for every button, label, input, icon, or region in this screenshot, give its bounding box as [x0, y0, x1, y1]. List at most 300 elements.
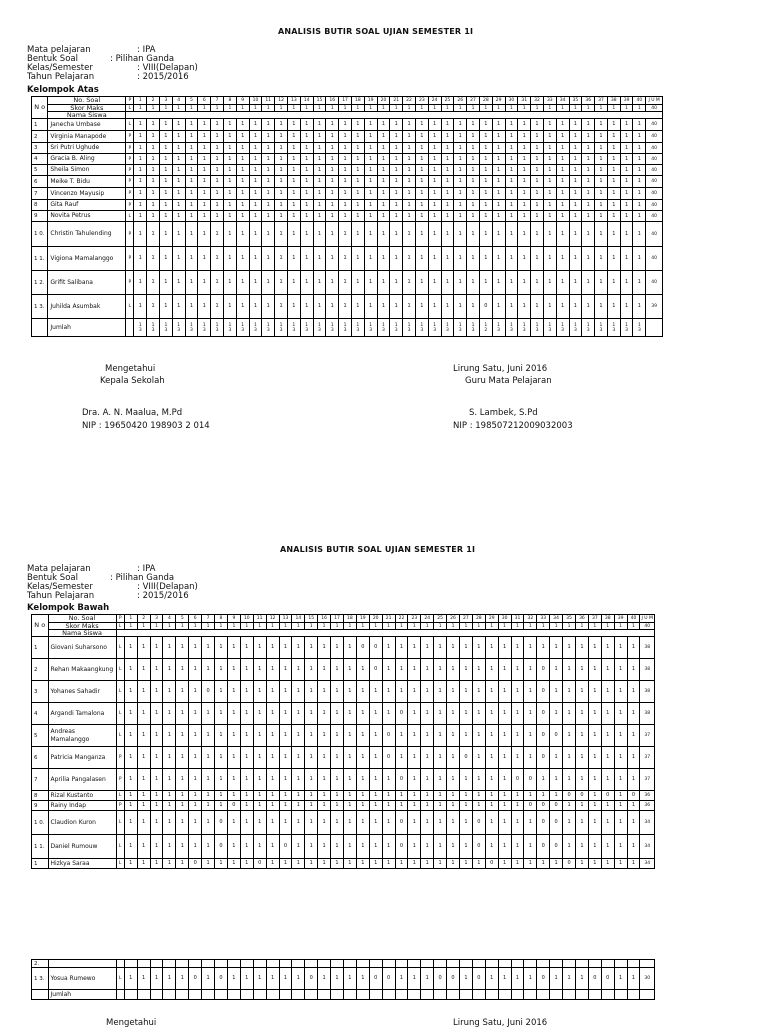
answer-cell: 1	[472, 725, 485, 747]
jumlah-blank	[447, 990, 460, 1000]
answer-cell: 1	[428, 271, 441, 295]
jumlah-cell: 1 3	[454, 319, 467, 337]
answer-cell: 1	[300, 165, 313, 176]
max-score-cell: 1	[575, 623, 588, 630]
answer-cell: 1	[543, 165, 556, 176]
meta-value: : 2015/2016	[137, 72, 189, 82]
max-score-cell: 1	[550, 623, 563, 630]
answer-cell: 0	[215, 811, 228, 835]
answer-cell: 1	[467, 143, 480, 154]
table-row	[32, 747, 655, 769]
answer-cell: 1	[633, 247, 646, 271]
student-name: Virginia Manapode	[48, 131, 126, 143]
answer-cell: 1	[633, 295, 646, 319]
max-score-cell: 1	[227, 623, 240, 630]
answer-cell: 1	[279, 811, 292, 835]
answer-cell: 1	[300, 271, 313, 295]
answer-cell: 1	[408, 859, 421, 869]
answer-cell: 0	[550, 835, 563, 859]
answer-cell: 1	[492, 176, 505, 188]
question-number: 18	[351, 97, 364, 105]
answer-cell: 1	[454, 143, 467, 154]
row-number: 1 1.	[32, 247, 48, 271]
answer-cell: 1	[492, 200, 505, 211]
jumlah-cell: 1 3	[403, 319, 416, 337]
answer-cell	[627, 960, 640, 968]
answer-cell: 1	[287, 247, 300, 271]
answer-cell: 1	[575, 747, 588, 769]
student-score	[640, 960, 655, 968]
answer-cell: 1	[343, 637, 356, 659]
answer-cell: 1	[343, 801, 356, 811]
answer-cell: 0	[485, 859, 498, 869]
answer-cell: 1	[172, 211, 185, 222]
answer-cell: 1	[467, 131, 480, 143]
answer-cell: 1	[215, 659, 228, 681]
header-filler	[116, 630, 654, 637]
answer-cell: 1	[479, 271, 492, 295]
answer-cell: 1	[351, 131, 364, 143]
answer-cell: 1	[575, 681, 588, 703]
answer-cell	[472, 960, 485, 968]
answer-cell: 1	[563, 747, 576, 769]
answer-cell: 1	[550, 703, 563, 725]
student-gender: L	[116, 811, 124, 835]
table-row	[32, 637, 655, 659]
answer-cell: 1	[595, 222, 608, 247]
answer-cell: 1	[485, 769, 498, 791]
answer-cell: 1	[607, 211, 620, 222]
answer-cell: 1	[403, 200, 416, 211]
answer-cell: 1	[403, 165, 416, 176]
answer-cell: 1	[569, 211, 582, 222]
answer-cell: 1	[147, 119, 160, 131]
question-number: 8	[223, 97, 236, 105]
jumlah-blank	[498, 990, 511, 1000]
answer-cell: 1	[403, 131, 416, 143]
answer-cell: 1	[518, 222, 531, 247]
question-number: 35	[569, 97, 582, 105]
answer-cell: 1	[339, 271, 352, 295]
answer-cell: 1	[223, 143, 236, 154]
answer-cell: 1	[249, 143, 262, 154]
answer-cell: 1	[300, 154, 313, 165]
answer-cell: 1	[614, 637, 627, 659]
answer-cell: 1	[364, 165, 377, 176]
answer-cell: 1	[124, 801, 137, 811]
answer-cell: 1	[236, 295, 249, 319]
jumlah-cell: 1 3	[467, 319, 480, 337]
max-score-cell: 1	[472, 623, 485, 630]
meta-value: : VIII(Delapan)	[137, 582, 198, 592]
question-number: 29	[492, 97, 505, 105]
col-no-soal: No. Soal	[48, 615, 116, 623]
answer-cell: 1	[518, 131, 531, 143]
answer-cell: 1	[556, 176, 569, 188]
answer-cell: 1	[595, 211, 608, 222]
answer-cell: 1	[575, 637, 588, 659]
answer-cell: 1	[364, 188, 377, 200]
answer-cell: 1	[292, 811, 305, 835]
answer-cell: 1	[454, 222, 467, 247]
answer-cell: 0	[227, 801, 240, 811]
answer-cell: 0	[215, 835, 228, 859]
answer-cell: 1	[454, 295, 467, 319]
answer-cell: 1	[620, 154, 633, 165]
answer-cell: 1	[137, 801, 150, 811]
answer-cell: 1	[176, 703, 189, 725]
answer-cell: 1	[467, 247, 480, 271]
answer-cell: 1	[633, 271, 646, 295]
answer-cell: 1	[253, 703, 266, 725]
answer-cell: 1	[428, 154, 441, 165]
answer-cell	[421, 960, 434, 968]
answer-cell: 1	[249, 165, 262, 176]
student-gender: P	[126, 165, 134, 176]
max-score-cell: 1	[537, 623, 550, 630]
answer-cell: 1	[275, 200, 288, 211]
answer-cell: 1	[240, 801, 253, 811]
answer-cell: 1	[421, 703, 434, 725]
answer-cell: 1	[607, 154, 620, 165]
answer-cell: 1	[492, 154, 505, 165]
student-score: 40	[646, 154, 663, 165]
question-number: 3	[150, 615, 163, 623]
question-number: 10	[240, 615, 253, 623]
jumlah-cell: 1 3	[326, 319, 339, 337]
jumlah-blank	[434, 990, 447, 1000]
question-number: 35	[563, 615, 576, 623]
answer-cell: 1	[163, 747, 176, 769]
answer-cell: 1	[518, 154, 531, 165]
answer-cell	[498, 960, 511, 968]
answer-cell: 1	[377, 188, 390, 200]
answer-cell: 1	[326, 165, 339, 176]
answer-cell: 1	[467, 222, 480, 247]
col-lp-sub: L	[116, 623, 124, 630]
jumlah-cell: 1 3	[351, 319, 364, 337]
table-row	[32, 791, 655, 801]
answer-cell: 1	[279, 801, 292, 811]
answer-cell: 1	[198, 131, 211, 143]
question-number: 2	[137, 615, 150, 623]
answer-cell: 1	[434, 769, 447, 791]
answer-cell: 1	[343, 835, 356, 859]
answer-cell: 1	[287, 154, 300, 165]
answer-cell: 1	[351, 200, 364, 211]
answer-cell: 1	[479, 247, 492, 271]
answer-cell: 1	[150, 747, 163, 769]
answer-cell: 1	[305, 835, 318, 859]
answer-cell: 1	[563, 681, 576, 703]
answer-cell: 1	[569, 131, 582, 143]
answer-cell: 1	[434, 659, 447, 681]
max-score-cell: 1	[441, 105, 454, 112]
question-number: 36	[575, 615, 588, 623]
jumlah-blank	[253, 990, 266, 1000]
answer-cell: 1	[556, 200, 569, 211]
answer-cell	[459, 960, 472, 968]
answer-cell	[124, 960, 137, 968]
answer-cell: 1	[531, 176, 544, 188]
answer-cell: 1	[408, 769, 421, 791]
answer-cell: 1	[575, 968, 588, 990]
answer-cell	[485, 960, 498, 968]
answer-cell: 1	[356, 681, 369, 703]
answer-cell: 1	[236, 119, 249, 131]
answer-cell: 1	[543, 211, 556, 222]
student-name: Vincenzo Mayusip	[48, 188, 126, 200]
answer-cell: 1	[479, 200, 492, 211]
answer-cell: 1	[467, 154, 480, 165]
max-score-cell: 1	[313, 105, 326, 112]
student-score: 40	[646, 211, 663, 222]
answer-cell: 1	[262, 222, 275, 247]
answer-cell: 1	[601, 703, 614, 725]
row-number: 1 0.	[32, 811, 49, 835]
answer-cell: 1	[223, 165, 236, 176]
answer-cell: 1	[236, 247, 249, 271]
answer-cell: 1	[356, 747, 369, 769]
answer-cell: 1	[485, 801, 498, 811]
answer-cell: 1	[421, 659, 434, 681]
answer-cell: 1	[441, 222, 454, 247]
answer-cell: 1	[172, 247, 185, 271]
answer-cell: 1	[292, 835, 305, 859]
answer-cell: 1	[150, 968, 163, 990]
answer-cell: 1	[505, 295, 518, 319]
answer-cell: 1	[262, 188, 275, 200]
table-row	[32, 859, 655, 869]
student-score: 40	[646, 119, 663, 131]
jumlah-blank	[408, 990, 421, 1000]
answer-cell: 1	[134, 143, 147, 154]
answer-cell	[331, 960, 344, 968]
jumlah-cell: 1 3	[339, 319, 352, 337]
student-score: 40	[646, 200, 663, 211]
answer-cell: 1	[582, 119, 595, 131]
max-score-cell: 1	[223, 105, 236, 112]
answer-cell: 1	[575, 659, 588, 681]
max-score-cell: 1	[163, 623, 176, 630]
answer-cell: 1	[377, 119, 390, 131]
answer-cell: 1	[215, 747, 228, 769]
answer-cell: 1	[202, 747, 215, 769]
answer-cell: 1	[262, 143, 275, 154]
answer-cell: 1	[163, 769, 176, 791]
answer-cell: 0	[356, 637, 369, 659]
answer-cell: 1	[279, 791, 292, 801]
answer-cell: 1	[227, 811, 240, 835]
student-score: 34	[640, 835, 655, 859]
answer-cell: 1	[369, 769, 382, 791]
answer-cell: 1	[428, 176, 441, 188]
answer-cell: 1	[395, 725, 408, 747]
max-score-cell: 1	[147, 105, 160, 112]
answer-cell: 1	[313, 176, 326, 188]
answer-cell: 1	[134, 131, 147, 143]
answer-cell: 1	[223, 271, 236, 295]
doc-title: ANALISIS BUTIR SOAL UJIAN SEMESTER 1I	[278, 27, 474, 36]
max-score-cell: 1	[390, 105, 403, 112]
answer-cell: 0	[575, 791, 588, 801]
answer-cell: 1	[266, 968, 279, 990]
question-number: 15	[305, 615, 318, 623]
answer-cell: 0	[472, 968, 485, 990]
answer-cell: 1	[292, 769, 305, 791]
answer-cell: 1	[160, 222, 173, 247]
student-gender: P	[116, 769, 124, 791]
answer-cell: 1	[134, 188, 147, 200]
question-number: 24	[428, 97, 441, 105]
answer-cell: 1	[262, 176, 275, 188]
answer-cell: 1	[356, 801, 369, 811]
answer-cell: 1	[134, 247, 147, 271]
answer-cell: 1	[236, 154, 249, 165]
answer-cell: 1	[189, 747, 202, 769]
answer-cell: 1	[498, 791, 511, 801]
max-score-cell: 1	[369, 623, 382, 630]
answer-cell: 1	[382, 659, 395, 681]
question-number: 24	[421, 615, 434, 623]
answer-cell: 1	[202, 769, 215, 791]
answer-cell: 1	[198, 247, 211, 271]
answer-cell: 0	[472, 811, 485, 835]
question-number: 10	[249, 97, 262, 105]
answer-cell: 1	[356, 811, 369, 835]
answer-cell: 1	[318, 659, 331, 681]
answer-cell: 1	[485, 747, 498, 769]
col-skor-maks: Skor Maks	[48, 623, 116, 630]
meta-label: Kelas/Semester	[27, 582, 93, 592]
answer-cell: 1	[318, 791, 331, 801]
answer-cell: 1	[356, 859, 369, 869]
answer-cell: 1	[137, 769, 150, 791]
jumlah-blank	[563, 990, 576, 1000]
answer-cell: 1	[421, 725, 434, 747]
student-gender: L	[126, 119, 134, 131]
answer-cell: 1	[351, 211, 364, 222]
meta-label: Mata pelajaran	[27, 564, 91, 574]
answer-cell: 1	[627, 968, 640, 990]
answer-cell: 1	[223, 176, 236, 188]
answer-cell: 1	[505, 188, 518, 200]
jumlah-cell: 1 3	[441, 319, 454, 337]
answer-cell: 1	[300, 211, 313, 222]
question-number: 19	[356, 615, 369, 623]
jumlah-cell: 1 3	[313, 319, 326, 337]
answer-cell: 1	[408, 747, 421, 769]
answer-cell: 1	[227, 659, 240, 681]
answer-cell: 1	[227, 791, 240, 801]
answer-cell: 1	[223, 222, 236, 247]
jumlah-blank	[318, 990, 331, 1000]
jumlah-cell: 1 3	[364, 319, 377, 337]
answer-cell: 1	[266, 725, 279, 747]
answer-cell: 1	[313, 222, 326, 247]
answer-cell: 1	[447, 811, 460, 835]
answer-cell: 1	[163, 835, 176, 859]
answer-cell: 1	[511, 725, 524, 747]
answer-cell: 1	[620, 247, 633, 271]
table-row	[32, 835, 655, 859]
table-row	[32, 960, 655, 968]
jumlah-blank	[511, 990, 524, 1000]
answer-cell: 1	[147, 176, 160, 188]
answer-cell: 1	[211, 188, 224, 200]
answer-cell: 1	[459, 968, 472, 990]
answer-cell: 1	[633, 176, 646, 188]
answer-cell: 1	[627, 703, 640, 725]
answer-cell: 0	[395, 811, 408, 835]
answer-cell: 1	[300, 143, 313, 154]
answer-cell: 1	[531, 247, 544, 271]
answer-cell: 1	[607, 143, 620, 154]
answer-cell: 1	[150, 811, 163, 835]
answer-cell: 1	[287, 165, 300, 176]
answer-cell: 1	[620, 188, 633, 200]
answer-cell: 1	[326, 271, 339, 295]
answer-cell: 1	[492, 222, 505, 247]
answer-cell: 1	[189, 725, 202, 747]
answer-cell: 1	[236, 188, 249, 200]
answer-cell: 1	[223, 154, 236, 165]
answer-cell: 1	[377, 131, 390, 143]
answer-cell: 1	[505, 131, 518, 143]
answer-cell: 0	[550, 801, 563, 811]
jumlah-blank	[32, 990, 49, 1000]
max-score-cell: 1	[215, 623, 228, 630]
answer-cell: 1	[382, 811, 395, 835]
answer-cell: 1	[556, 247, 569, 271]
answer-cell: 1	[614, 747, 627, 769]
answer-cell: 1	[339, 295, 352, 319]
answer-cell: 1	[253, 801, 266, 811]
answer-cell: 1	[421, 801, 434, 811]
answer-cell	[563, 960, 576, 968]
answer-cell: 1	[134, 295, 147, 319]
answer-cell: 1	[356, 703, 369, 725]
answer-cell: 1	[163, 659, 176, 681]
answer-cell: 1	[415, 211, 428, 222]
answer-cell: 1	[172, 154, 185, 165]
signature-partial-right: Lirung Satu, Juni 2016	[453, 1018, 548, 1028]
answer-cell: 1	[211, 119, 224, 131]
answer-cell: 0	[447, 968, 460, 990]
max-score-cell: 1	[595, 105, 608, 112]
answer-cell: 1	[172, 188, 185, 200]
answer-cell: 1	[582, 247, 595, 271]
answer-cell: 1	[331, 747, 344, 769]
answer-cell: 1	[377, 200, 390, 211]
student-name: Patricia Manganza	[48, 747, 116, 769]
answer-cell: 1	[215, 725, 228, 747]
answer-cell: 1	[172, 165, 185, 176]
max-score-cell: 1	[339, 105, 352, 112]
answer-cell: 1	[563, 637, 576, 659]
answer-cell: 1	[215, 791, 228, 801]
answer-cell: 0	[472, 835, 485, 859]
answer-cell: 1	[531, 165, 544, 176]
answer-cell: 1	[189, 637, 202, 659]
answer-cell: 1	[215, 637, 228, 659]
answer-cell: 1	[479, 154, 492, 165]
signature-right-1: Lirung Satu, Juni 2016	[453, 364, 548, 374]
answer-cell: 1	[305, 811, 318, 835]
answer-cell: 1	[498, 811, 511, 835]
answer-cell: 1	[390, 188, 403, 200]
row-number: 4	[32, 154, 48, 165]
